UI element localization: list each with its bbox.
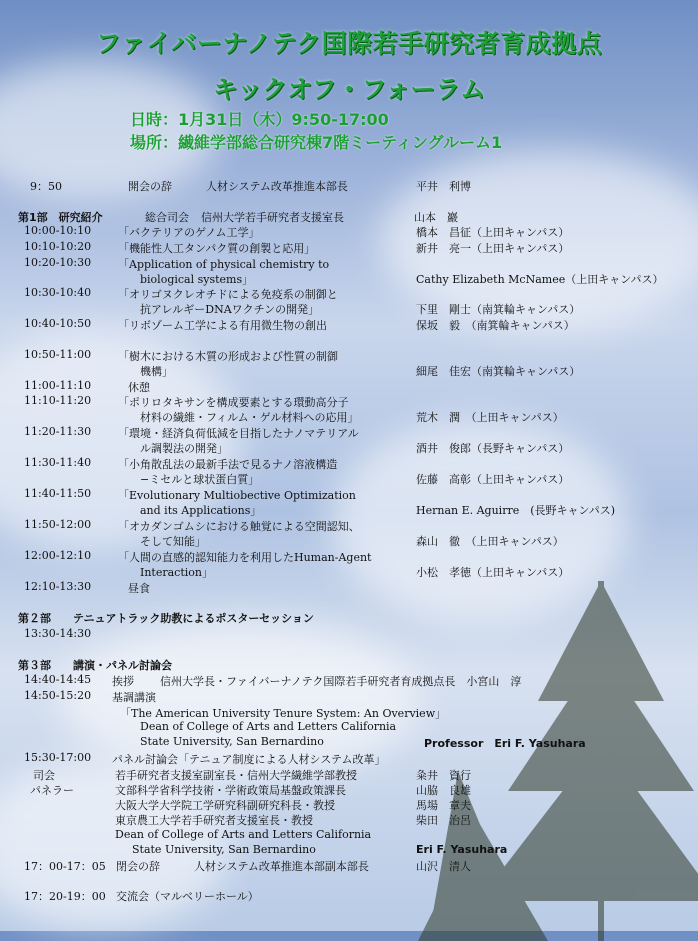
talk-speaker: 細尾 佳宏（南箕輪キャンパス） [416,365,581,378]
talk-time: 12:10-13:30 [24,580,92,593]
panel-member-name: 馬場 章夫 [416,799,471,812]
moderator-label: 司会 [33,769,55,782]
opening-time: 9：50 [30,180,62,193]
keynote-time: 14:50-15:20 [24,689,92,702]
talk-speaker: Cathy Elizabeth McNamee（上田キャンパス） [416,273,664,286]
closing-role: 人材システム改革推進本部副本部長 [194,860,369,873]
title-line2: キックオフ・フォーラム [212,75,486,104]
greeting-label: 挨拶 [112,675,134,688]
talk-time: 10:10-10:20 [24,240,92,253]
event-date: 日時：1月31日（木）9:50-17:00 [130,110,389,129]
talk-title: 「人間の直感的認知能力を利用したHuman-Agent [118,551,372,564]
panelist-name: Eri F. Yasuhara [416,843,508,856]
reception-time: 17：20-19：00 [24,890,106,903]
opening-name: 平井 利博 [416,180,471,193]
talk-time: 11:10-11:20 [24,394,92,407]
talk-speaker: 新井 亮一（上田キャンパス） [416,242,570,255]
talk-time: 11:20-11:30 [24,425,92,438]
talk-title: 「環境・経済負荷低減を目指したナノマテリアル [118,427,359,440]
talk-title: 昼食 [128,582,150,595]
talk-title-cont: 材料の繊維・フィルム・ゲル材料への応用」 [140,411,359,424]
talk-title: 「Evolutionary Multiobective Optimization [118,489,356,502]
talk-title-cont: and its Applications」 [140,504,262,517]
opening-title: 開会の辞 [128,180,172,193]
reception-title: 交流会（マルベリーホール） [116,890,259,903]
talk-time: 10:50-11:00 [24,348,92,361]
talk-speaker: 橋本 昌征（上田キャンパス） [416,226,570,239]
closing-title: 閉会の辞 [116,860,160,873]
talk-time: 10:40-10:50 [24,317,92,330]
greeting-text: 信州大学長・ファイバーナノテク国際若手研究者育成拠点長 小宮山 淳 [160,675,522,688]
panel-member-role: 大阪大学大学院工学研究科副研究科長・教授 [115,799,335,812]
talk-title: 「バクテリアのゲノム工学」 [118,226,260,239]
closing-time: 17：00-17：05 [24,860,106,873]
talk-speaker: 保坂 毅 （南箕輪キャンパス） [416,319,575,332]
keynote-label: 基調講演 [112,691,156,704]
talk-title-cont: Interaction」 [140,566,213,579]
title-line1: ファイバーナノテク国際若手研究者育成拠点 [95,29,603,58]
talk-title-cont: biological systems」 [140,273,254,286]
greeting-time: 14:40-14:45 [24,673,92,686]
talk-title-cont: −ミセルと球状蛋白質」 [140,473,260,486]
talk-speaker: 荒木 潤 （上田キャンパス） [416,411,564,424]
talk-title: 「小角散乱法の最新手法で見るナノ溶液構造 [118,458,338,471]
talk-time: 10:20-10:30 [24,256,92,269]
talk-title: 「樹木における木質の形成および性質の制御 [118,350,338,363]
panel-label: パネル討論会「テニュア制度による人材システム改革」 [112,753,386,766]
talk-title: 「オカダンゴムシにおける触覚による空間認知、 [118,520,360,533]
panel-member-name: 粂井 資行 [416,769,471,782]
panel-member-name: 山脇 良雄 [416,784,471,797]
keynote-affiliation-1: Dean of College of Arts and Letters California [140,720,397,733]
talk-title: 「オリゴヌクレオチドによる免疫系の制御と [118,288,338,301]
panel-member-role: 文部科学省科学技術・学術政策局基盤政策課長 [115,784,346,797]
talk-title-cont: 機構」 [140,365,173,378]
talk-title-cont: そして知能」 [140,535,206,548]
talk-title: 休憩 [128,381,150,394]
panel-time: 15:30-17:00 [24,751,92,764]
talk-title-cont: 抗アレルギーDNAワクチンの開発」 [140,303,320,316]
panel-member-role: 若手研究者支援室副室長・信州大学繊維学部教授 [115,769,357,782]
talk-speaker: 佐藤 高彰（上田キャンパス） [416,473,570,486]
talk-time: 11:50-12:00 [24,518,92,531]
talk-time: 10:30-10:40 [24,286,92,299]
part1-heading: 第1部 研究紹介 [18,211,103,224]
panelist-affiliation-2: State University, San Bernardino [132,843,316,856]
talk-title: 「リボゾーム工学による有用微生物の創出 [118,319,327,332]
talk-time: 10:00-10:10 [24,224,92,237]
part2-time: 13:30-14:30 [24,627,92,640]
part1-chair-name: 山本 巖 [414,211,458,224]
event-venue: 場所：繊維学部総合研究棟7階ミーティングルーム1 [130,133,503,152]
talk-title-cont: ル調製法の開発」 [140,442,228,455]
talk-title: 「機能性人工タンパク質の創製と応用」 [118,242,316,255]
talk-time: 12:00-12:10 [24,549,92,562]
talk-time: 11:30-11:40 [24,456,92,469]
keynote-speaker: Professor Eri F. Yasuhara [424,737,586,750]
talk-speaker: Hernan E. Aguirre (長野キャンパス) [416,504,616,517]
talk-speaker: 森山 徹 （上田キャンパス） [416,535,564,548]
part1-chair-role: 信州大学若手研究者支援室長 [201,211,344,224]
keynote-title: 「The American University Tenure System: An Overview」 [120,707,447,720]
opening-role: 人材システム改革推進本部長 [206,180,348,193]
panel-member-name: 柴田 治呂 [416,814,471,827]
talk-speaker: 下里 剛士（南箕輪キャンパス） [416,303,581,316]
keynote-affiliation-2: State University, San Bernardino [140,735,324,748]
closing-name: 山沢 清人 [416,860,471,873]
part1-chair-label: 総合司会 [145,211,189,224]
talk-title: 「Application of physical chemistry to [118,258,330,271]
panelist-affiliation-1: Dean of College of Arts and Letters California [115,828,372,841]
talk-speaker: 酒井 俊郎（長野キャンパス） [416,442,570,455]
talk-speaker: 小松 孝徳（上田キャンパス） [416,566,570,579]
part3-heading: 第３部 講演・パネル討論会 [18,659,172,672]
talk-time: 11:00-11:10 [24,379,92,392]
talk-title: 「ポリロタキサンを構成要素とする環動高分子 [118,396,349,409]
part2-heading: 第２部 テニュアトラック助教によるポスターセッション [18,612,314,625]
panel-member-role: 東京農工大学若手研究者支援室長・教授 [115,814,313,827]
panelists-label: パネラー [30,784,74,797]
talk-time: 11:40-11:50 [24,487,92,500]
